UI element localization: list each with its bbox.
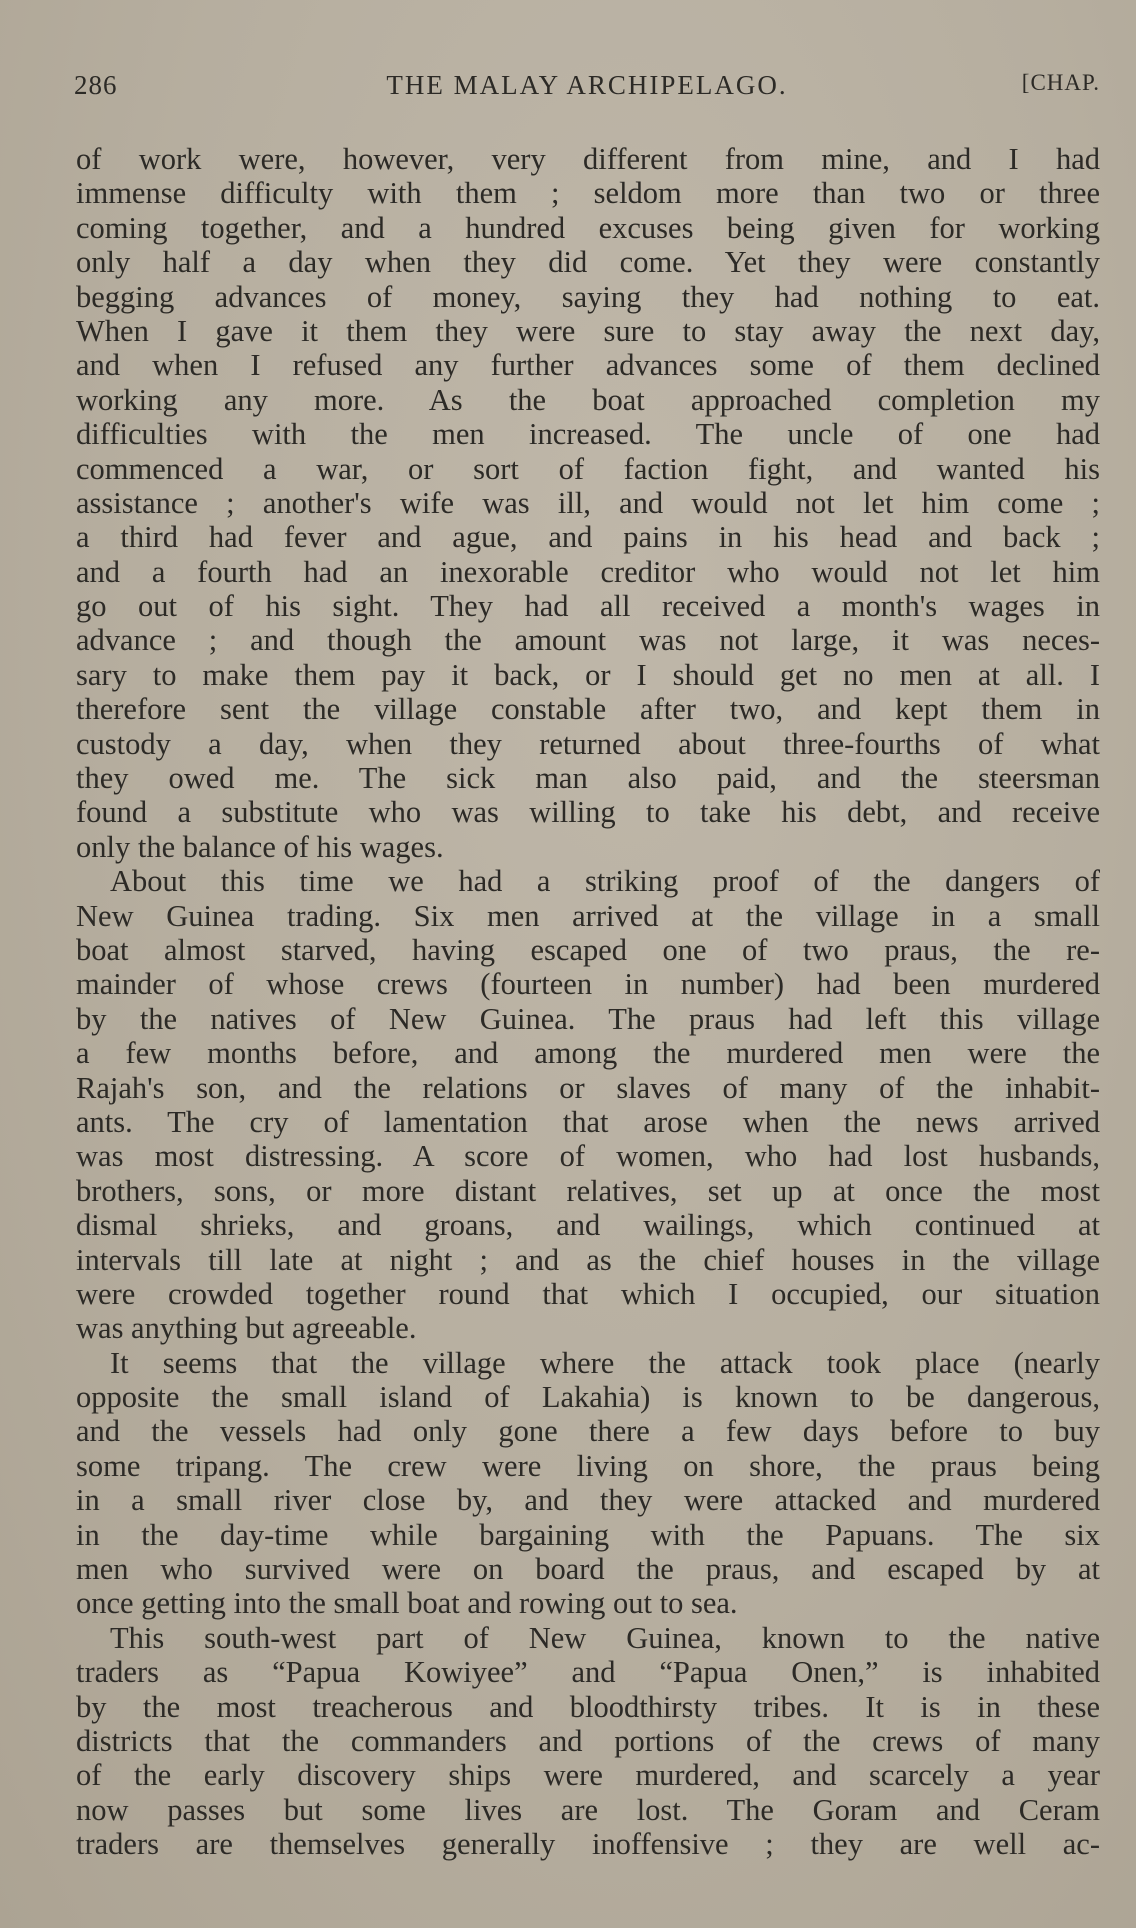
text-line: mainder of whose crews (fourteen in number) had been murdered <box>76 967 1100 1002</box>
text-line: they owed me. The sick man also paid, and the steersman <box>76 761 1100 796</box>
text-line: This south-west part of New Guinea, known to the native <box>110 1620 1100 1655</box>
text-line: traders as “Papua Kowiyee” and “Papua Onen,” is inhabited <box>76 1655 1100 1690</box>
text-line: were crowded together round that which I occupied, our situation <box>76 1276 1100 1311</box>
text-line: in the day-time while bargaining with the Papuans. The six <box>76 1517 1100 1552</box>
text-line: opposite the small island of Lakahia) is known to be dangerous, <box>76 1380 1100 1415</box>
text-line: was anything but agreeable. <box>76 1311 417 1346</box>
text-line: assistance ; another's wife was ill, and would not let him come ; <box>76 485 1100 520</box>
text-line: by the natives of New Guinea. The praus had left this village <box>76 1001 1100 1036</box>
text-line: by the most treacherous and bloodthirsty tribes. It is in these <box>76 1689 1100 1724</box>
page-number: 286 <box>74 70 118 100</box>
running-title: THE MALAY ARCHIPELAGO. <box>386 70 788 100</box>
text-line: ants. The cry of lamentation that arose when the news arrived <box>76 1104 1100 1139</box>
text-line: found a substitute who was willing to take his debt, and receive <box>76 795 1100 830</box>
text-line: of the early discovery ships were murdered, and scarcely a year <box>76 1758 1100 1793</box>
text-line: once getting into the small boat and rowing out to sea. <box>76 1586 738 1621</box>
text-line: custody a day, when they returned about three-fourths of what <box>76 726 1100 761</box>
page-header <box>74 70 1100 110</box>
text-line: When I gave it them they were sure to stay away the next day, <box>76 313 1100 348</box>
text-line: was most distressing. A score of women, who had lost husbands, <box>76 1139 1100 1174</box>
text-line: brothers, sons, or more distant relatives, set up at once the most <box>76 1173 1100 1208</box>
text-line: difficulties with the men increased. The uncle of one had <box>76 417 1100 452</box>
chapter-mark: [CHAP. <box>1021 70 1100 95</box>
text-line: a third had fever and ague, and pains in his head and back ; <box>76 520 1100 555</box>
text-line: It seems that the village where the attack took place (nearly <box>110 1345 1100 1380</box>
text-line: therefore sent the village constable after two, and kept them in <box>76 692 1100 727</box>
text-line: sary to make them pay it back, or I should get no men at all. I <box>76 657 1100 692</box>
text-line: traders are themselves generally inoffensive ; they are well ac- <box>76 1827 1100 1862</box>
text-line: New Guinea trading. Six men arrived at the village in a small <box>76 898 1100 933</box>
text-line: some tripang. The crew were living on shore, the praus being <box>76 1448 1100 1483</box>
text-line: only the balance of his wages. <box>76 829 444 864</box>
text-line: now passes but some lives are lost. The Goram and Ceram <box>76 1792 1100 1827</box>
text-line: of work were, however, very different from mine, and I had <box>76 142 1100 176</box>
text-line: men who survived were on board the praus, and escaped by at <box>76 1552 1100 1587</box>
text-line: districts that the commanders and portions of the crews of many <box>76 1723 1100 1758</box>
text-line: intervals till late at night ; and as the chief houses in the village <box>76 1242 1100 1277</box>
text-line: and when I refused any further advances some of them declined <box>76 348 1100 383</box>
text-line: dismal shrieks, and groans, and wailings, which continued at <box>76 1208 1100 1243</box>
text-line: immense difficulty with them ; seldom more than two or three <box>76 176 1100 211</box>
text-line: boat almost starved, having escaped one of two praus, the re- <box>76 932 1100 967</box>
text-line: only half a day when they did come. Yet they were constantly <box>76 245 1100 280</box>
text-line: About this time we had a striking proof of the dangers of <box>110 864 1100 899</box>
body-text <box>76 142 1100 1862</box>
text-line: and the vessels had only gone there a few days before to buy <box>76 1414 1100 1449</box>
text-line: a few months before, and among the murdered men were the <box>76 1036 1100 1071</box>
text-line: begging advances of money, saying they had nothing to eat. <box>76 279 1100 314</box>
text-line: in a small river close by, and they were attacked and murdered <box>76 1483 1100 1518</box>
text-line: go out of his sight. They had all received a month's wages in <box>76 589 1100 624</box>
text-line: commenced a war, or sort of faction fight, and wanted his <box>76 451 1100 486</box>
text-line: advance ; and though the amount was not large, it was neces- <box>76 623 1100 658</box>
text-line: working any more. As the boat approached completion my <box>76 382 1100 417</box>
text-line: coming together, and a hundred excuses being given for working <box>76 210 1100 245</box>
text-line: and a fourth had an inexorable creditor who would not let him <box>76 554 1100 589</box>
text-line: Rajah's son, and the relations or slaves of many of the inhabit- <box>76 1070 1100 1105</box>
